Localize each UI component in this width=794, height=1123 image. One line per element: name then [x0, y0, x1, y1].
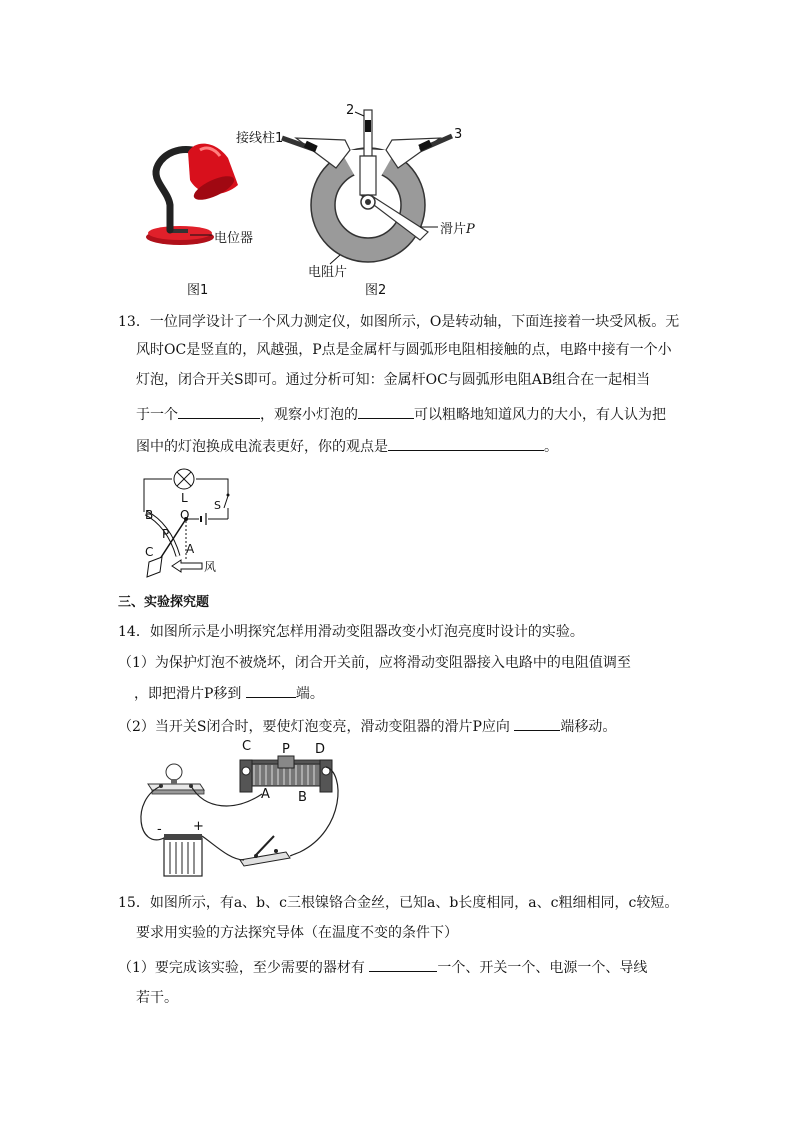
wind-B-label: B [145, 508, 154, 522]
figure-1-caption: 图1 [187, 283, 209, 298]
wind-A-label: A [186, 542, 195, 556]
rheo-P-label: P [282, 742, 290, 757]
q13-line-1: 13．一位同学设计了一个风力测定仪，如图所示，O是转动轴，下面连接着一块受风板。无 [118, 314, 680, 330]
q14-sub1-line-2: ，即把滑片P移到 端。 [134, 683, 324, 704]
q15-sub1-line-2: 若干。 [136, 990, 178, 1006]
slider-label: 滑片P [440, 222, 475, 237]
terminal-3-label: 3 [454, 127, 463, 142]
wind-L-label: L [181, 491, 188, 505]
battery-minus-label: - [157, 822, 162, 837]
wind-P-label: P [162, 527, 170, 541]
wind-O-label: O [180, 508, 190, 522]
q13-line-4: 于一个 ，观察小灯泡的 可以粗略地知道风力的大小，有人认为把 [136, 404, 666, 425]
rheo-C-label: C [242, 739, 252, 754]
answer-blank[interactable] [369, 957, 437, 972]
section-3-title: 三、实验探究题 [118, 595, 210, 610]
terminal-1-label: 接线柱1 [236, 131, 284, 146]
battery-plus-label: + [193, 819, 204, 834]
rheo-B-label: B [298, 790, 307, 805]
wind-C-label: C [145, 545, 154, 559]
q13-line-5: 图中的灯泡换成电流表更好，你的观点是 。 [136, 436, 558, 457]
q15-line-2: 要求用实验的方法探究导体（在温度不变的条件下） [136, 925, 458, 941]
figure-2-caption: 图2 [365, 283, 387, 298]
rheo-A-label: A [261, 787, 270, 802]
rheo-D-label: D [315, 742, 326, 757]
q15-sub1: （1）要完成该实验，至少需要的器材有 一个、开关一个、电源一个、导线 [118, 957, 647, 978]
wind-S-label: S [214, 499, 221, 512]
resistor-label: 电阻片 [308, 265, 348, 280]
q14-stem: 14．如图所示是小明探究怎样用滑动变阻器改变小灯泡亮度时设计的实验。 [118, 624, 584, 640]
potentiometer-label: 电位器 [214, 231, 254, 246]
q14-sub1-line-1: （1）为保护灯泡不被烧坏，闭合开关前，应将滑动变阻器接入电路中的电阻值调至 [118, 655, 631, 671]
wind-label: 风 [204, 560, 217, 574]
q14-sub2: （2）当开关S闭合时，要使灯泡变亮，滑动变阻器的滑片P应向 端移动。 [118, 716, 616, 737]
q13-line-3: 灯泡，闭合开关S即可。通过分析可知：金属杆OC与圆弧形电阻AB组合在一起相当 [136, 372, 651, 388]
q15-line-1: 15．如图所示，有a、b、c三根镍铬合金丝，已知a、b长度相同，a、c粗细相同，c较短。 [118, 895, 679, 911]
terminal-2-label: 2 [346, 103, 355, 118]
q13-line-2: 风时OC是竖直的，风越强，P点是金属杆与圆弧形电阻相接触的点，电路中接有一个小 [136, 342, 672, 358]
